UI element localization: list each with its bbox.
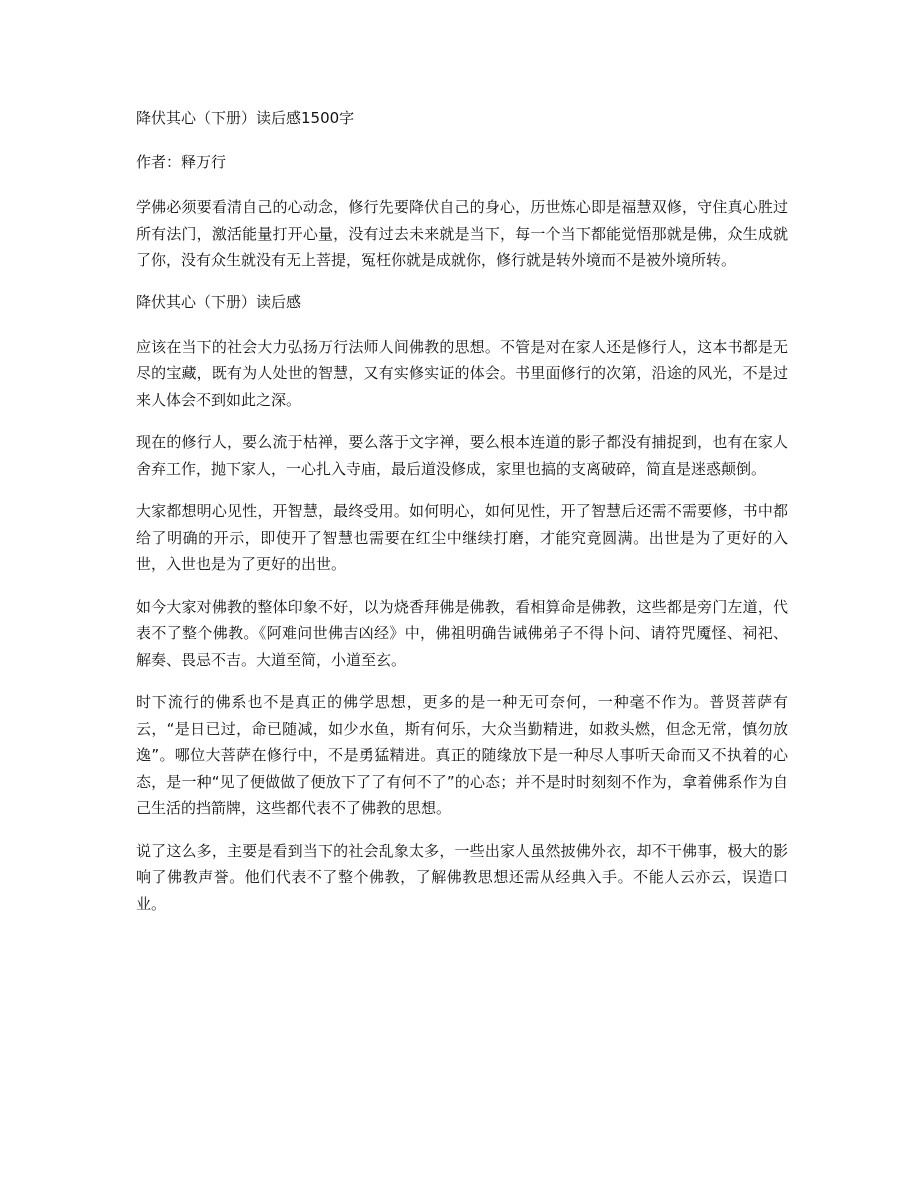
author-name: 释万行 <box>181 153 227 171</box>
body-paragraph: 如今大家对佛教的整体印象不好，以为烧香拜佛是佛教，看相算命是佛教，这些都是旁门左道，代表不了整个佛教。《阿难问世佛吉凶经》中，佛祖明确告诫佛弟子不得卜问、请符咒魇怪、祠祀、解奏、畏忌不吉。大道至简，小道至玄。 <box>136 597 788 669</box>
body-paragraph: 应该在当下的社会大力弘扬万行法师人间佛教的思想。不管是对在家人还是修行人，这本书都是无尽的宝藏，既有为人处世的智慧，又有实修实证的体会。书里面修行的次第，沿途的风光，不是过来人体会不到如此之深。 <box>136 337 788 409</box>
author-line <box>136 150 788 174</box>
body-paragraph: 时下流行的佛系也不是真正的佛学思想，更多的是一种无可奈何，一种毫不作为。普贤菩萨有云，“是日已过，命已随减，如少水鱼，斯有何乐，大众当勤精进，如救头燃，但念无常，慎勿放逸”。哪位大菩萨在修行中，不是勇猛精进。真正的随缘放下是一种尽人事听天命而又不执着的心态，是一种“见了便做做了便放下了了有何不了”的心态；并不是时时刻刻不作为，拿着佛系作为自己生活的挡箭牌，这些都代表不了佛教的思想。 <box>136 693 788 817</box>
body-paragraph: 说了这么多，主要是看到当下的社会乱象太多，一些出家人虽然披佛外衣，却不干佛事，极大的影响了佛教声誉。他们代表不了整个佛教，了解佛教思想还需从经典入手。不能人云亦云，误造口业。 <box>136 841 788 913</box>
author-label: 作者： <box>136 153 182 171</box>
document-body <box>136 106 788 933</box>
document-title: 降伏其心（下册）读后感1500字 <box>136 109 355 127</box>
intro-paragraph: 学佛必须要看清自己的心动念，修行先要降伏自己的身心，历世炼心即是福慧双修，守住真心胜过所有法门，激活能量打开心量，没有过去未来就是当下，每一个当下都能觉悟那就是佛，众生成就了你，没有众生就没有无上菩提，冤枉你就是成就你，修行就是转外境而不是被外境所转。 <box>136 198 788 269</box>
section-title: 降伏其心（下册）读后感 <box>136 292 302 311</box>
body-paragraph: 大家都想明心见性，开智慧，最终受用。如何明心，如何见性，开了智慧后还需不需要修，书中都给了明确的开示，即使开了智慧也需要在红尘中继续打磨，才能究竟圆满。出世是为了更好的入世，入世也是为了更好的出世。 <box>136 502 788 573</box>
body-paragraph: 现在的修行人，要么流于枯禅，要么落于文字禅，要么根本连道的影子都没有捕捉到，也有在家人舍弃工作，抛下家人，一心扎入寺庙，最后道没修成，家里也搞的支离破碎，简直是迷惑颠倒。 <box>136 433 788 478</box>
